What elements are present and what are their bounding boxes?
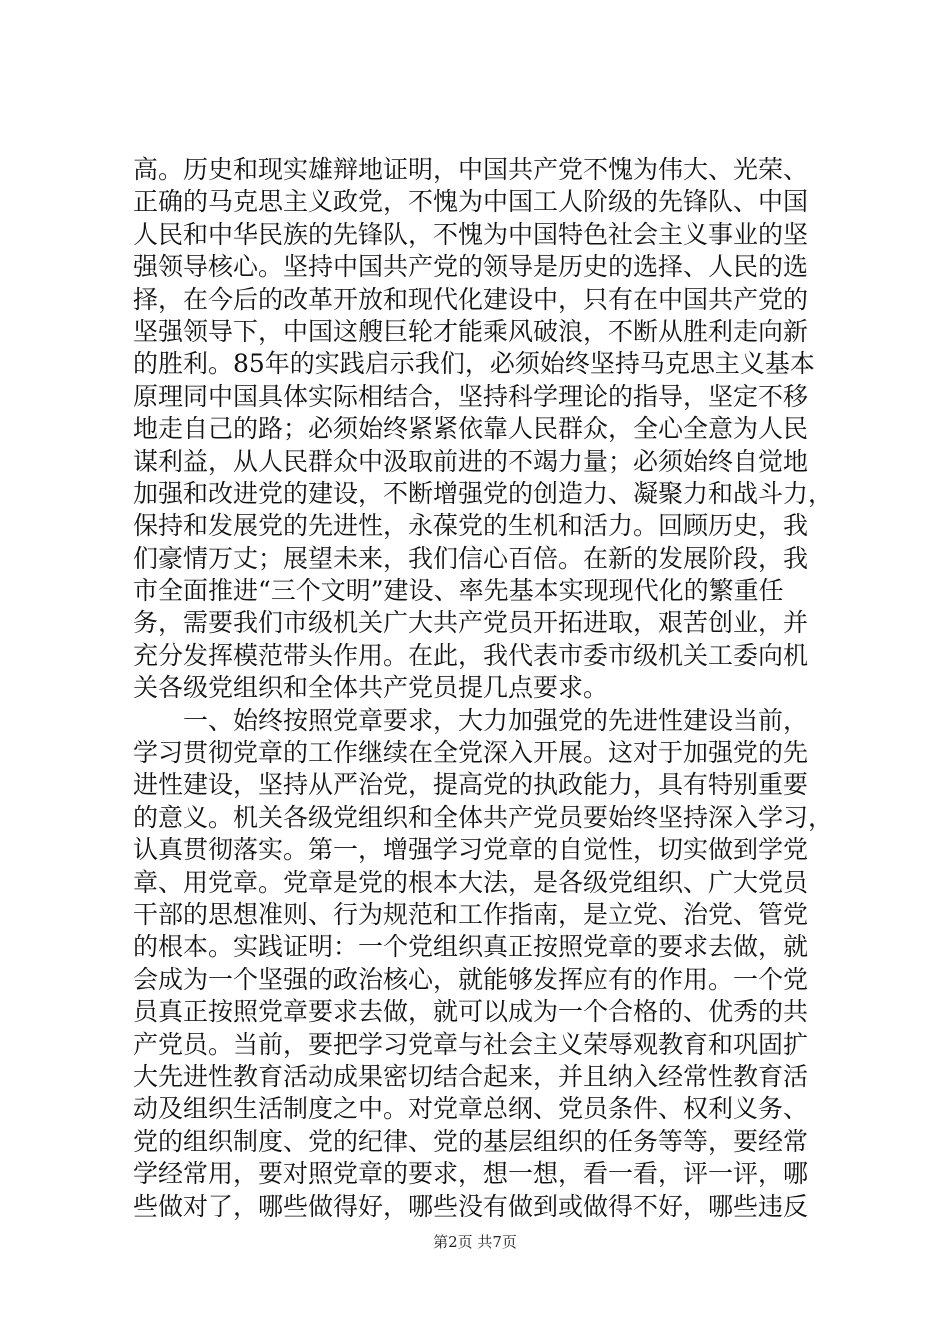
text-line: 强领导核心。坚持中国共产党的领导是历史的选择、人民的选 xyxy=(133,252,809,282)
text-line: 产党员。当前，要把学习党章与社会主义荣辱观教育和巩固扩 xyxy=(133,1029,809,1059)
text-line: 学经常用，要对照党章的要求，想一想，看一看，评一评，哪 xyxy=(133,1159,809,1189)
text-line: 地走自己的路；必须始终紧紧依靠人民群众，全心全意为人民 xyxy=(133,414,809,444)
text-line: 学习贯彻党章的工作继续在全党深入开展。这对于加强党的先 xyxy=(133,738,809,768)
text-line: 进性建设，坚持从严治党，提高党的执政能力，具有特别重要 xyxy=(133,770,809,800)
text-line: 的根本。实践证明：一个党组织真正按照党章的要求去做，就 xyxy=(133,932,809,962)
text-line: 关各级党组织和全体共产党员提几点要求。 xyxy=(133,673,609,703)
text-line: 的意义。机关各级党组织和全体共产党员要始终坚持深入学习， xyxy=(133,802,834,832)
text-line: 的胜利。85年的实践启示我们，必须始终坚持马克思主义基本 xyxy=(133,349,815,379)
text-line: 大先进性教育活动成果密切结合起来，并且纳入经常性教育活 xyxy=(133,1061,809,1091)
text-line: 们豪情万丈；展望未来，我们信心百倍。在新的发展阶段，我 xyxy=(133,543,809,573)
text-line: 些做对了，哪些做得好，哪些没有做到或做得不好，哪些违反 xyxy=(133,1191,809,1221)
text-line: 认真贯彻落实。第一，增强学习党章的自觉性，切实做到学党 xyxy=(133,835,809,865)
text-line: 原理同中国具体实际相结合，坚持科学理论的指导，坚定不移 xyxy=(133,381,809,411)
text-line: 人民和中华民族的先锋队，不愧为中国特色社会主义事业的坚 xyxy=(133,219,809,249)
text-line: 员真正按照党章要求去做，就可以成为一个合格的、优秀的共 xyxy=(133,997,809,1027)
text-line: 正确的马克思主义政党，不愧为中国工人阶级的先锋队、中国 xyxy=(133,187,809,217)
text-line: 务，需要我们市级机关广大共产党员开拓进取，艰苦创业，并 xyxy=(133,608,809,638)
page-footer: 第2页 共7页 xyxy=(433,1233,517,1251)
text-line: 党的组织制度、党的纪律、党的基层组织的任务等等，要经常 xyxy=(133,1126,809,1156)
text-line: 章、用党章。党章是党的根本大法，是各级党组织、广大党员 xyxy=(133,867,809,897)
text-line: 会成为一个坚强的政治核心，就能够发挥应有的作用。一个党 xyxy=(133,964,809,994)
text-line: 择，在今后的改革开放和现代化建设中，只有在中国共产党的 xyxy=(133,284,809,314)
text-line: 加强和改进党的建设，不断增强党的创造力、凝聚力和战斗力， xyxy=(133,478,834,508)
text-line: 充分发挥模范带头作用。在此，我代表市委市级机关工委向机 xyxy=(133,640,809,670)
text-line: 一、始终按照党章要求，大力加强党的先进性建设当前， xyxy=(133,705,809,735)
text-line: 市全面推进“三个文明”建设、率先基本实现现代化的繁重任 xyxy=(133,576,784,606)
text-line: 干部的思想准则、行为规范和工作指南，是立党、治党、管党 xyxy=(133,899,809,929)
body-text xyxy=(133,154,833,1223)
text-line: 谋利益，从人民群众中汲取前进的不竭力量；必须始终自觉地 xyxy=(133,446,809,476)
text-line: 保持和发展党的先进性，永葆党的生机和活力。回顾历史，我 xyxy=(133,511,809,541)
text-line: 动及组织生活制度之中。对党章总纲、党员条件、权利义务、 xyxy=(133,1094,809,1124)
text-line: 高。历史和现实雄辩地证明，中国共产党不愧为伟大、光荣、 xyxy=(133,155,809,184)
text-line: 坚强领导下，中国这艘巨轮才能乘风破浪，不断从胜利走向新 xyxy=(133,316,809,346)
